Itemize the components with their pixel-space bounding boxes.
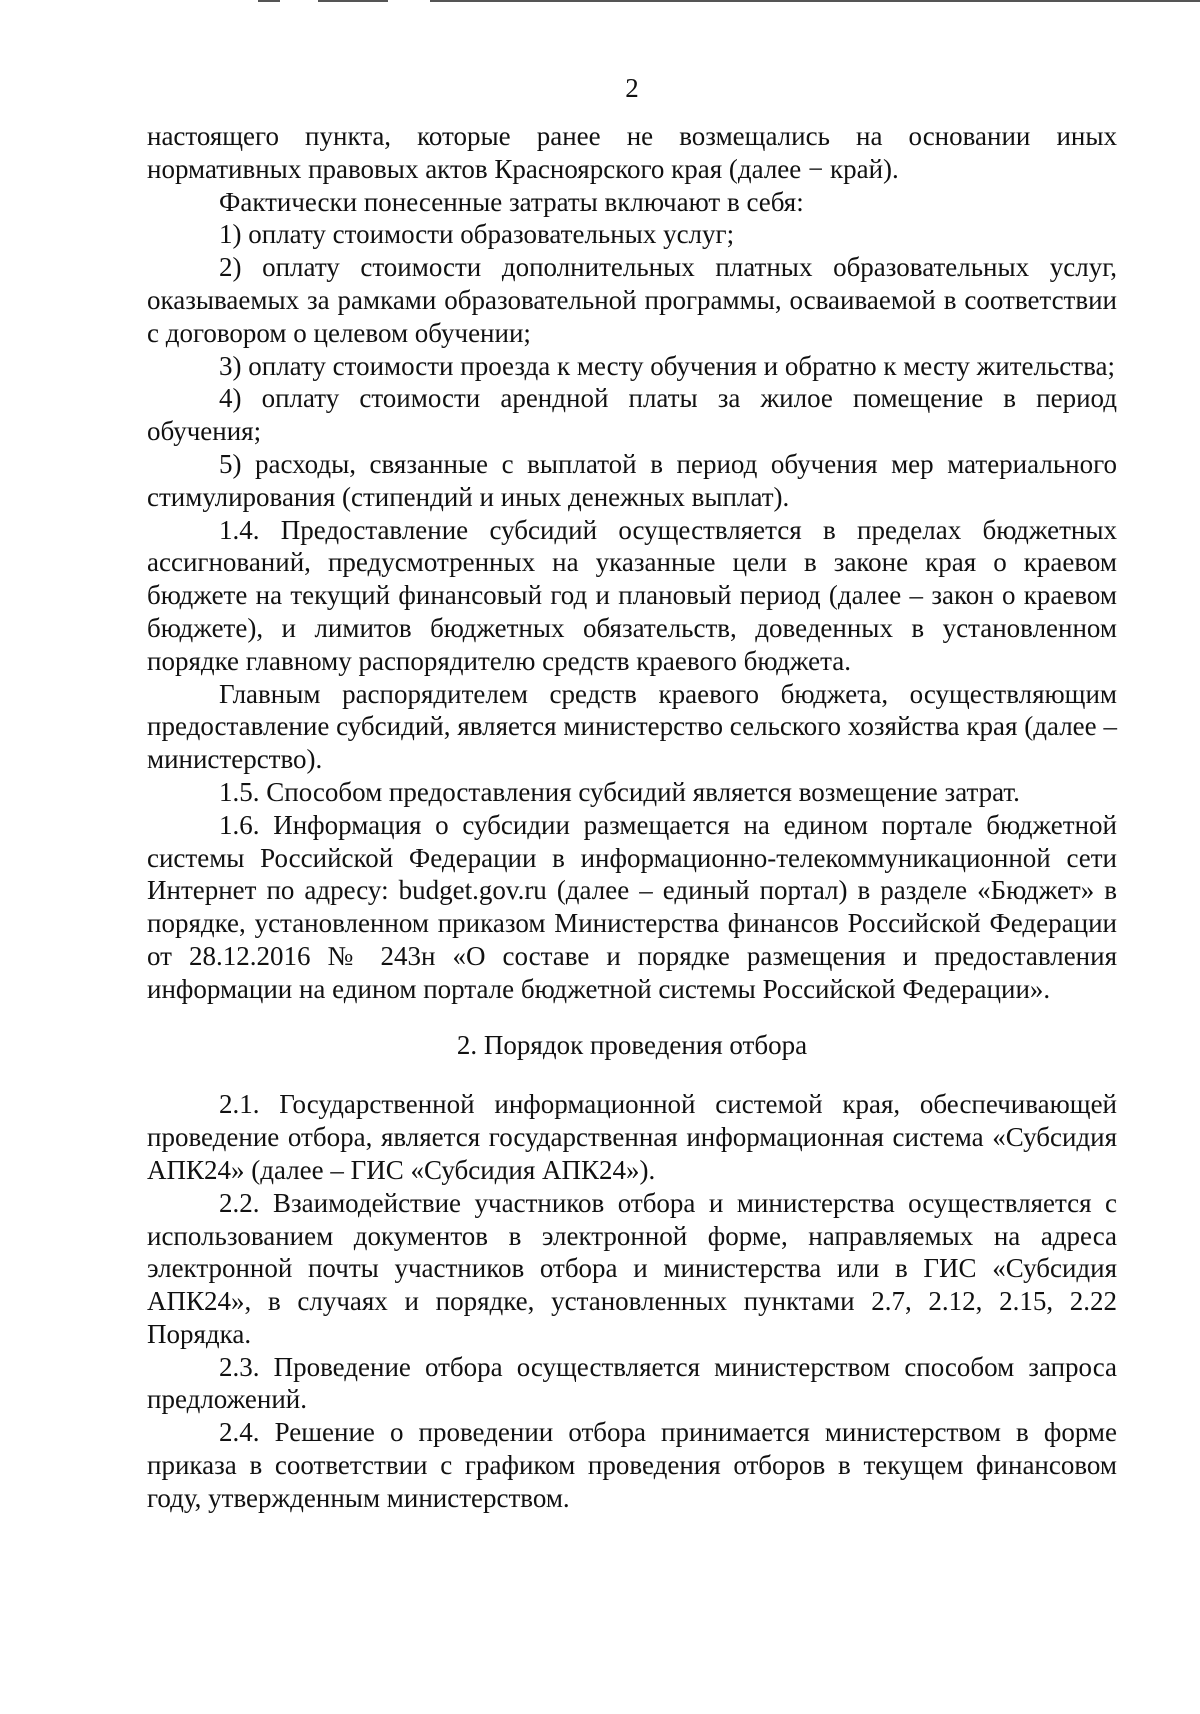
clause-2-1: 2.1. Государственной информационной системой края, обеспечивающей проведение отбора, является государственная информационная система «Субсидия АПК24» (далее – ГИС «Субсидия АПК24»). — [147, 1089, 1117, 1185]
scan-edge-mark — [430, 0, 1200, 2]
clause-1-6: 1.6. Информация о субсидии размещается на едином портале бюджетной системы Российской Федерации в информационно-телекоммуникационной сети Интернет по адресу: budget.gov.ru (далее – единый портал) в разделе «Бюджет» в порядке, установленном приказом Министерства финансов Российской Федерации от 28.12.2016 № 243н «О составе и порядке размещения и предоставления информации на едином портале бюджетной системы Российской Федерации». — [147, 809, 1117, 1004]
document-page — [147, 68, 1117, 1515]
clause-1-5: 1.5. Способом предоставления субсидий является возмещение затрат. — [219, 776, 1020, 807]
clause-1-4: 1.4. Предоставление субсидий осуществляется в пределах бюджетных ассигнований, предусмотренных на указанные цели в законе края о краевом бюджете на текущий финансовый год и плановый период (далее – закон о краевом бюджете), и лимитов бюджетных обязательств, доведенных в установленном порядке главному распорядителю средств краевого бюджета. — [147, 514, 1117, 676]
list-item-2: 2) оплату стоимости дополнительных платных образовательных услуг, оказываемых за рамками образовательной программы, осваиваемой в соответствии с договором о целевом обучении; — [147, 252, 1117, 348]
list-item-4: 4) оплату стоимости арендной платы за жилое помещение в период обучения; — [147, 383, 1117, 447]
scan-edge-mark — [258, 0, 280, 2]
list-item-3: 3) оплату стоимости проезда к месту обучения и обратно к месту жительства; — [219, 350, 1115, 381]
clause-2-2: 2.2. Взаимодействие участников отбора и министерства осуществляется с использованием документов в электронной форме, направляемых на адреса электронной почты участников отбора и министерства или в ГИС «Субсидия АПК24», в случаях и порядке, установленных пунктами 2.7, 2.12, 2.15, 2.22 Порядка. — [147, 1187, 1117, 1349]
section-heading: 2. Порядок проведения отбора — [456, 1029, 808, 1060]
paragraph-continuation: настоящего пункта, которые ранее не возмещались на основании иных нормативных правовых актов Красноярского края (далее − край). — [147, 121, 1117, 184]
clause-2-3: 2.3. Проведение отбора осуществляется министерством способом запроса предложений. — [147, 1351, 1117, 1415]
paragraph-costs-intro: Фактически понесенные затраты включают в себя: — [219, 186, 804, 217]
paragraph-main-administrator: Главным распорядителем средств краевого бюджета, осуществляющим предоставление субсидий, является министерство сельского хозяйства края (далее – министерство). — [147, 678, 1117, 775]
list-item-1: 1) оплату стоимости образовательных услуг; — [219, 219, 735, 250]
list-item-5: 5) расходы, связанные с выплатой в период обучения мер материального стимулирования (стипендий и иных денежных выплат). — [147, 448, 1117, 512]
page-number: 2 — [625, 73, 639, 103]
scan-edge-mark — [318, 0, 388, 2]
clause-2-4: 2.4. Решение о проведении отбора принимается министерством в форме приказа в соответствии с графиком проведения отборов в текущем финансовом году, утвержденным министерством. — [147, 1417, 1117, 1513]
